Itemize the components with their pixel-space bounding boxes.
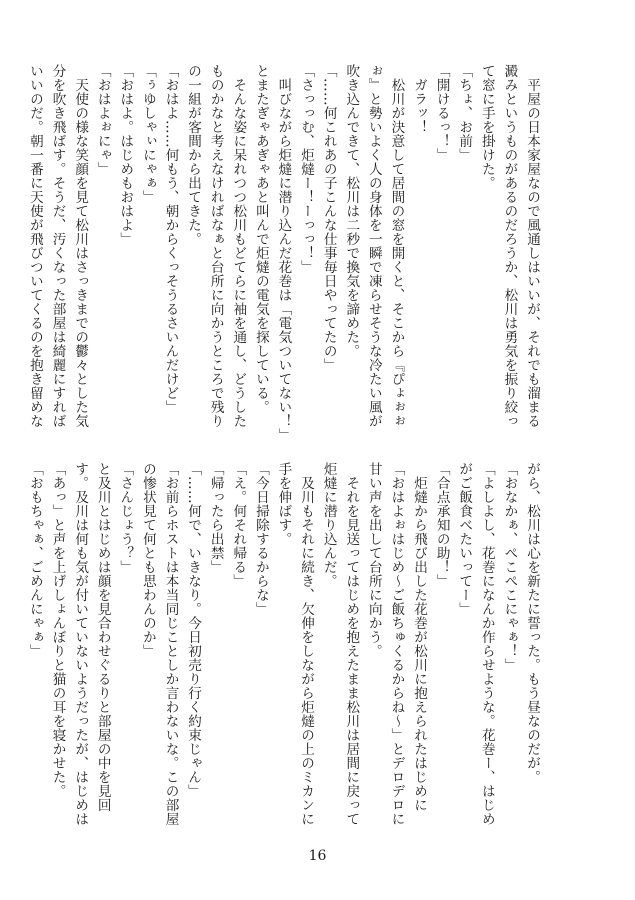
text-line: ものかなと考えなければなぁと台所に向かうところで残り bbox=[207, 64, 224, 428]
text-line: 平屋の日本家屋なので風通しはいいが、それでも溜まる bbox=[524, 64, 540, 428]
text-line: 「おもちゃぁ、ごめんにゃぁ」 bbox=[26, 462, 43, 658]
text-line: 「おなかぁ、ぺこぺこにゃぁ！」 bbox=[501, 462, 518, 672]
text-line: 「え。何それ帰る」 bbox=[230, 462, 247, 588]
text-line: と及川とはじめは顔を見合わせぐるりと部屋の中を見回 bbox=[94, 462, 111, 812]
text-line: とまたぎゃあぎゃあと叫んで炬燵の電気を探している。 bbox=[252, 64, 269, 414]
text-line: の惨状見て何とも思わんのか」 bbox=[139, 462, 156, 658]
text-line: いいのだ。朝一番に天使が飛びついてくるのを抱き留めな bbox=[26, 64, 43, 428]
text-line: 「帰ったら出禁」 bbox=[207, 462, 224, 574]
text-line: ぉ』と勢いよく人の身体を一瞬で凍らせそうな冷たい風が bbox=[365, 64, 382, 428]
text-line: 「さっっむ、炬燵ー！ーっっ！」 bbox=[298, 64, 315, 274]
text-line: 「あっ」と声を上げしょんぼりと猫の耳を寝かせた。 bbox=[49, 462, 66, 798]
text-line: それを見送ってはじめを抱えたまま松川は居間に戻って bbox=[343, 462, 360, 826]
text-line: がご飯食べたいってー」 bbox=[456, 462, 473, 616]
text-line: 「おはよ。はじめもおはよ」 bbox=[117, 64, 134, 246]
text-line: 炬燵に潜り込んだ。 bbox=[320, 462, 337, 588]
text-line: 分を吹き飛ばす。そうだ、汚くなった部屋は綺麗にすれば bbox=[49, 64, 66, 428]
text-line: がら、松川は心を新たに誓った。もう昼なのだが。 bbox=[524, 462, 540, 784]
text-line: 叫びながら炬燵に潜り込んだ花巻は「電気ついてない！」 bbox=[275, 64, 292, 442]
text-line: 炬燵から飛び出した花巻が松川に抱えられたはじめに bbox=[411, 462, 428, 812]
text-block-bottom bbox=[26, 462, 543, 846]
text-line: 「開けるっ！」 bbox=[433, 64, 450, 162]
text-line: の一組が客間から出てきた。 bbox=[185, 64, 202, 246]
text-line: 「……何で、いきなり。今日初売り行く約束じゃん」 bbox=[185, 462, 202, 798]
text-line: 「おはよぉはじめ〜ご飯ちゅくるからね〜」とデロデロに bbox=[388, 462, 405, 826]
text-block-top bbox=[26, 64, 543, 448]
text-line: 及川もそれに続き、欠伸をしながら炬燵の上のミカンに bbox=[298, 462, 315, 826]
text-line: て窓に手を掛けた。 bbox=[478, 64, 495, 190]
page-number: 16 bbox=[308, 848, 327, 864]
text-line: そんな姿に呆れつつ松川もどてらに袖を通し、どうした bbox=[230, 64, 247, 428]
text-line: ガラッ！ bbox=[411, 64, 428, 134]
text-line: 松川が決意して居間の窓を開くと、そこから『ぴょぉぉ bbox=[388, 64, 405, 428]
text-line: 「ぅゆしゃぃにゃぁ」 bbox=[139, 64, 156, 204]
text-line: す。及川は何も気が付いていないようだったが、はじめは bbox=[72, 462, 89, 826]
text-line: 「ちょ、お前」 bbox=[456, 64, 473, 162]
text-line: 天使の様な笑顔を見て松川はさっきまでの鬱々とした気 bbox=[72, 64, 89, 428]
text-line: 吹き込んできて、松川は二秒で換気を諦めた。 bbox=[343, 64, 360, 358]
text-line: 甘い声を出して台所に向かう。 bbox=[365, 462, 382, 658]
text-line: 「よしよし、花巻になんか作らせような。花巻ー、はじめ bbox=[478, 462, 495, 826]
text-line: 「おはよぉにゃ」 bbox=[94, 64, 111, 176]
text-line: 「おはよ……何もう、朝からくっそうるさいんだけど」 bbox=[162, 64, 179, 414]
text-line: 澱みというものがあるのだろうか、松川は勇気を振り絞っ bbox=[501, 64, 518, 428]
text-line: 「今日掃除するからな」 bbox=[252, 462, 269, 616]
text-line: 「合点承知の助！」 bbox=[433, 462, 450, 588]
text-line: 「さんじょう？」 bbox=[117, 462, 134, 574]
text-line: 手を伸ばす。 bbox=[275, 462, 292, 546]
text-line: 「お前らホストは本当同じことしか言わないな。この部屋 bbox=[162, 462, 179, 826]
text-line: 「……何これあの子こんな仕事毎日やってたの」 bbox=[320, 64, 337, 372]
